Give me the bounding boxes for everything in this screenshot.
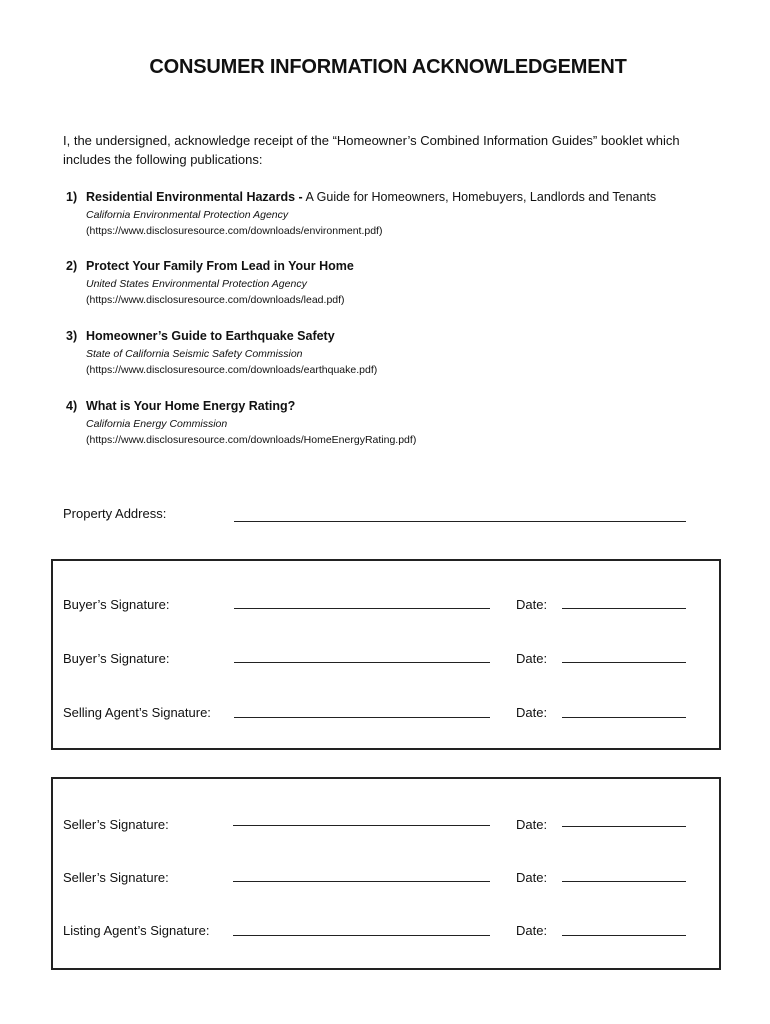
- publication-subtitle: A Guide for Homeowners, Homebuyers, Landlords and Tenants: [302, 190, 657, 204]
- buyer-signature-field[interactable]: [234, 608, 490, 609]
- publication-url[interactable]: (https://www.disclosuresource.com/downloads/earthquake.pdf): [86, 364, 378, 376]
- publication-number: 1): [66, 190, 78, 204]
- date-field[interactable]: [562, 662, 686, 663]
- buyer-signature-label: Buyer’s Signature:: [63, 597, 170, 612]
- date-label: Date:: [516, 923, 548, 938]
- buyer-signature-label: Buyer’s Signature:: [63, 651, 170, 666]
- date-label: Date:: [516, 870, 548, 885]
- publication-url[interactable]: (https://www.disclosuresource.com/downloads/environment.pdf): [86, 225, 383, 237]
- date-field[interactable]: [562, 717, 686, 718]
- publication-title: Protect Your Family From Lead in Your Home: [86, 259, 354, 273]
- date-field[interactable]: [562, 826, 686, 827]
- listing-agent-signature-field[interactable]: [233, 935, 490, 936]
- publication-number: 3): [66, 329, 78, 343]
- publication-number: 4): [66, 399, 78, 413]
- buyer-signature-field[interactable]: [234, 662, 490, 663]
- publication-title: What is Your Home Energy Rating?: [86, 399, 296, 413]
- publication-title: Homeowner’s Guide to Earthquake Safety: [86, 329, 335, 343]
- property-address-label: Property Address:: [63, 506, 167, 521]
- date-field[interactable]: [562, 608, 686, 609]
- date-label: Date:: [516, 705, 548, 720]
- date-field[interactable]: [562, 881, 686, 882]
- listing-agent-signature-label: Listing Agent’s Signature:: [63, 923, 210, 938]
- publication-url[interactable]: (https://www.disclosuresource.com/downloads/HomeEnergyRating.pdf): [86, 434, 417, 446]
- publication-agency: State of California Seismic Safety Commission: [86, 348, 303, 360]
- publication-agency: California Environmental Protection Agency: [86, 209, 289, 221]
- seller-signature-field[interactable]: [233, 881, 490, 882]
- publication-number: 2): [66, 259, 78, 273]
- date-label: Date:: [516, 817, 548, 832]
- intro-paragraph: I, the undersigned, acknowledge receipt of the “Homeowner’s Combined Information Guides” booklet which includes the following publications:: [63, 133, 680, 167]
- date-field[interactable]: [562, 935, 686, 936]
- publication-title: Residential Environmental Hazards -: [86, 190, 303, 204]
- page-title: CONSUMER INFORMATION ACKNOWLEDGEMENT: [149, 56, 627, 78]
- selling-agent-signature-field[interactable]: [234, 717, 490, 718]
- date-label: Date:: [516, 597, 548, 612]
- selling-agent-signature-label: Selling Agent’s Signature:: [63, 705, 211, 720]
- seller-signature-label: Seller’s Signature:: [63, 817, 169, 832]
- seller-signature-field[interactable]: [233, 825, 490, 826]
- property-address-field[interactable]: [234, 521, 686, 522]
- date-label: Date:: [516, 651, 548, 666]
- seller-signature-label: Seller’s Signature:: [63, 870, 169, 885]
- publication-agency: United States Environmental Protection Agency: [86, 278, 307, 290]
- publication-agency: California Energy Commission: [86, 418, 228, 430]
- publication-url[interactable]: (https://www.disclosuresource.com/downloads/lead.pdf): [86, 294, 345, 306]
